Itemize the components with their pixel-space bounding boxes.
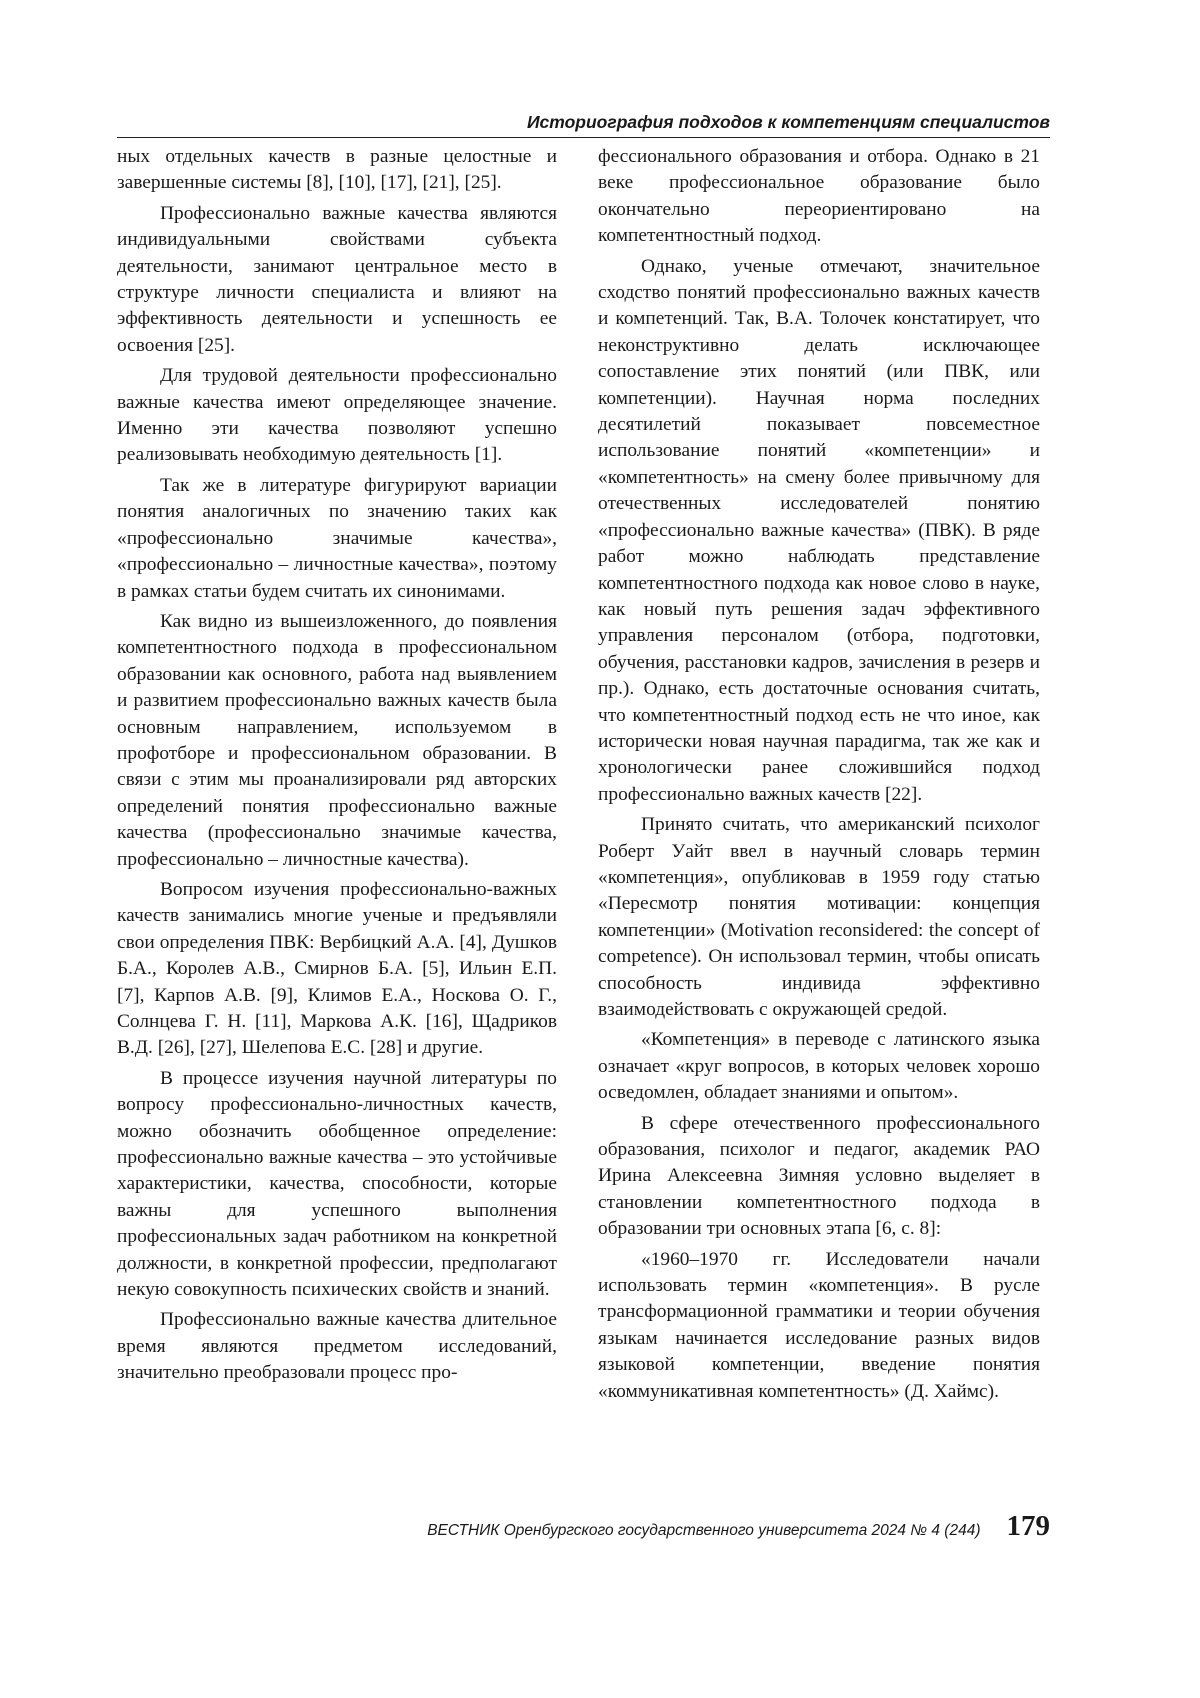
paragraph: Для трудовой деятельности профессионально важные качества имеют определяющее значение. Именно эти качества позволяют успешно реализовывать необходимую деятельность [1]. xyxy=(117,365,557,466)
header-rule xyxy=(117,137,1050,138)
paragraph: Вопросом изучения профессионально-важных качеств занимались многие ученые и предъявляли свои определения ПВК: Вербицкий А.А. [4], Душков Б.А., Королев А.В., Смирнов Б.А. [5], Ильин Е.П. [7], Карпов А.В. [9], Климов Е.А., Носкова О. Г., Солнцева Г. Н. [11], Маркова А.К. [16], Щадриков В.Д. [26], [27], Шелепова Е.С. [28] и другие. xyxy=(117,878,557,1059)
left-column xyxy=(117,144,557,1391)
paragraph: Профессионально важные качества являются индивидуальными свойствами субъекта деятельности, занимают центральное место в структуре личности специалиста и влияют на эффективность деятельности и успешность ее освоения [25]. xyxy=(117,202,557,356)
paragraph: фессионального образования и отбора. Однако в 21 веке профессиональное образование было окончательно переориентировано на компетентностный подход. xyxy=(598,146,1040,247)
journal-title: ВЕСТНИК Оренбургского государственного университета 2024 № 4 (244) xyxy=(427,1522,981,1539)
running-title: Историография подходов к компетенциям специалистов xyxy=(526,112,1050,132)
paragraph: ных отдельных качеств в разные целостные и завершенные системы [8], [10], [17], [21], [25]. xyxy=(117,146,557,194)
paragraph: «1960–1970 гг. Исследователи начали использовать термин «компетенция». В русле трансформационной грамматики и теории обучения языкам начинается исследование разных видов языковой компетенции, введение понятия «коммуникативная компетентность» (Д. Хаймс). xyxy=(598,1248,1040,1402)
paragraph: «Компетенция» в переводе с латинского языка означает «круг вопросов, в которых человек хорошо осведомлен, обладает знаниями и опытом». xyxy=(598,1029,1040,1104)
paragraph: Однако, ученые отмечают, значительное сходство понятий профессионально важных качеств и компетенций. Так, В.А. Толочек констатирует, что неконструктивно делать исключающее сопоставление этих понятий (или ПВК, или компетенции). Научная норма последних десятилетий показывает повсеместное использование понятий «компетенции» и «компетентность» на смену более привычному для отечественных исследователей понятию «профессионально важные качества» (ПВК). В ряде работ можно наблюдать представление компетентностного подхода как новое слово в науке, как новый путь решения задач эффективного управления персоналом (отбора, подготовки, обучения, расстановки кадров, зачисления в резерв и пр.). Однако, есть достаточные основания считать, что компетентностный подход есть не что иное, как исторически новая научная парадигма, так же как и хронологически ранее сложившийся подход профессионально важных качеств [22]. xyxy=(598,255,1040,805)
paragraph: В сфере отечественного профессионального образования, психолог и педагог, академик РАО Ирина Алексеевна Зимняя условно выделяет в становлении компетентностного подхода в образовании три основных этапа [6, с. 8]: xyxy=(598,1112,1040,1240)
page-footer xyxy=(117,1510,1050,1546)
paragraph: Так же в литературе фигурируют вариации понятия аналогичных по значению таких как «профессионально значимые качества», «профессионально – личностные качества», поэтому в рамках статьи будем считать их синонимами. xyxy=(117,474,557,602)
right-column xyxy=(598,144,1040,1409)
paragraph: Профессионально важные качества длительное время являются предметом исследований, значительно преобразовали процесс про- xyxy=(117,1309,557,1384)
page-number: 179 xyxy=(1006,1510,1050,1542)
paragraph: В процессе изучения научной литературы по вопросу профессионально-личностных качеств, можно обозначить обобщенное определение: профессионально важные качества – это устойчивые характеристики, качества, способности, которые важны для успешного выполнения профессиональных задач работником на конкретной должности, в конкретной профессии, предполагают некую совокупность психических свойств и знаний. xyxy=(117,1067,557,1301)
paragraph: Как видно из вышеизложенного, до появления компетентностного подхода в профессиональном образовании как основного, работа над выявлением и развитием профессионально важных качеств была основным направлением, используемом в профотборе и профессиональном образовании. В связи с этим мы проанализировали ряд авторских определений понятия профессионально важные качества (профессионально значимые качества, профессионально – личностные качества). xyxy=(117,610,557,870)
paragraph: Принято считать, что американский психолог Роберт Уайт ввел в научный словарь термин «компетенция», опубликовав в 1959 году статью «Пересмотр понятия мотивации: концепция компетенции» (Motivation reconsidered: the concept of competence). Он использовал термин, чтобы описать способность индивида эффективно взаимодействовать с окружающей средой. xyxy=(598,814,1040,1020)
